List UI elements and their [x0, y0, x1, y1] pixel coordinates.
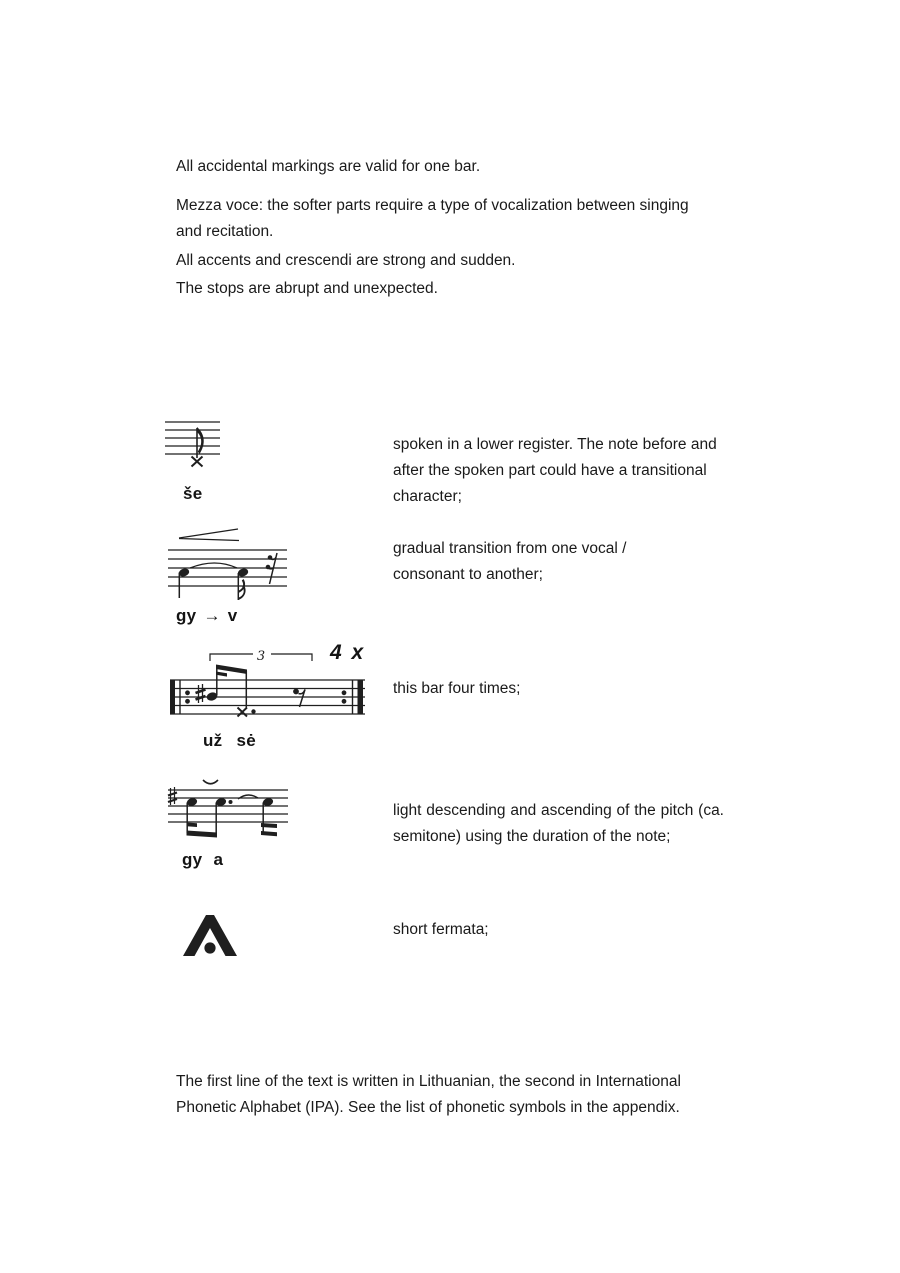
- x-notehead: [238, 708, 248, 717]
- short-fermata-icon: [181, 912, 239, 958]
- intro-paragraph-accents: All accents and crescendi are strong and sudden.: [176, 251, 516, 269]
- syllable-label-gy-a: gy a: [182, 850, 224, 869]
- intro-paragraphs: [176, 154, 706, 305]
- beamed-notes-pitch-bend-staff-icon: [163, 771, 293, 846]
- repeat-count-label: 4 x: [330, 641, 366, 664]
- eighth-rest: [293, 689, 305, 707]
- spoken-x-note-staff-icon: [163, 415, 233, 477]
- augmentation-dot: [229, 800, 233, 804]
- description-bar-four-times: this bar four times;: [393, 680, 521, 697]
- augmentation-dot: [251, 709, 255, 713]
- tie-slur: [190, 563, 237, 568]
- crescendo-hairpin: [179, 529, 239, 541]
- description-spoken-register: spoken in a lower register. The note before and after the spoken part could have a transitional character;: [393, 436, 717, 505]
- partial-beam: [216, 672, 227, 677]
- pitch-bend-curve: [203, 780, 218, 784]
- fermata-dot: [204, 942, 215, 953]
- beam: [187, 831, 218, 838]
- description-short-fermata: short fermata;: [393, 921, 489, 938]
- intro-paragraph-mezza-voce: Mezza voce: the softer parts require a type of vocalization between singing and recitation.: [176, 197, 689, 240]
- intro-paragraph-stops: The stops are abrupt and unexpected.: [176, 280, 438, 297]
- staff-lines: [168, 790, 288, 822]
- syllable-label-gy-to-v: gy → v: [176, 606, 238, 625]
- tied-notes-crescendo-staff-icon: [163, 527, 293, 612]
- staff-lines: [165, 422, 220, 454]
- partial-beam: [187, 823, 198, 828]
- description-gradual-transition: gradual transition from one vocal / consonant to another;: [393, 540, 627, 583]
- syllable-label-uz-se: už sė: [203, 731, 257, 750]
- tuplet-number: 3: [256, 649, 266, 664]
- beam-stub: [261, 831, 277, 836]
- sharp-accidental: [196, 684, 206, 703]
- footer-note-lithuanian-ipa: The first line of the text is written in Lithuanian, the second in International Phonetic Alphabet (IPA). See the list of phonetic symbols in the appendix.: [176, 1073, 681, 1116]
- syllable-label-se: še: [183, 484, 203, 503]
- intro-paragraph-accidentals: All accidental markings are valid for one bar.: [176, 158, 481, 175]
- description-pitch-bend: light descending and ascending of the pitch (ca. semitone) using the duration of the note;: [393, 802, 724, 845]
